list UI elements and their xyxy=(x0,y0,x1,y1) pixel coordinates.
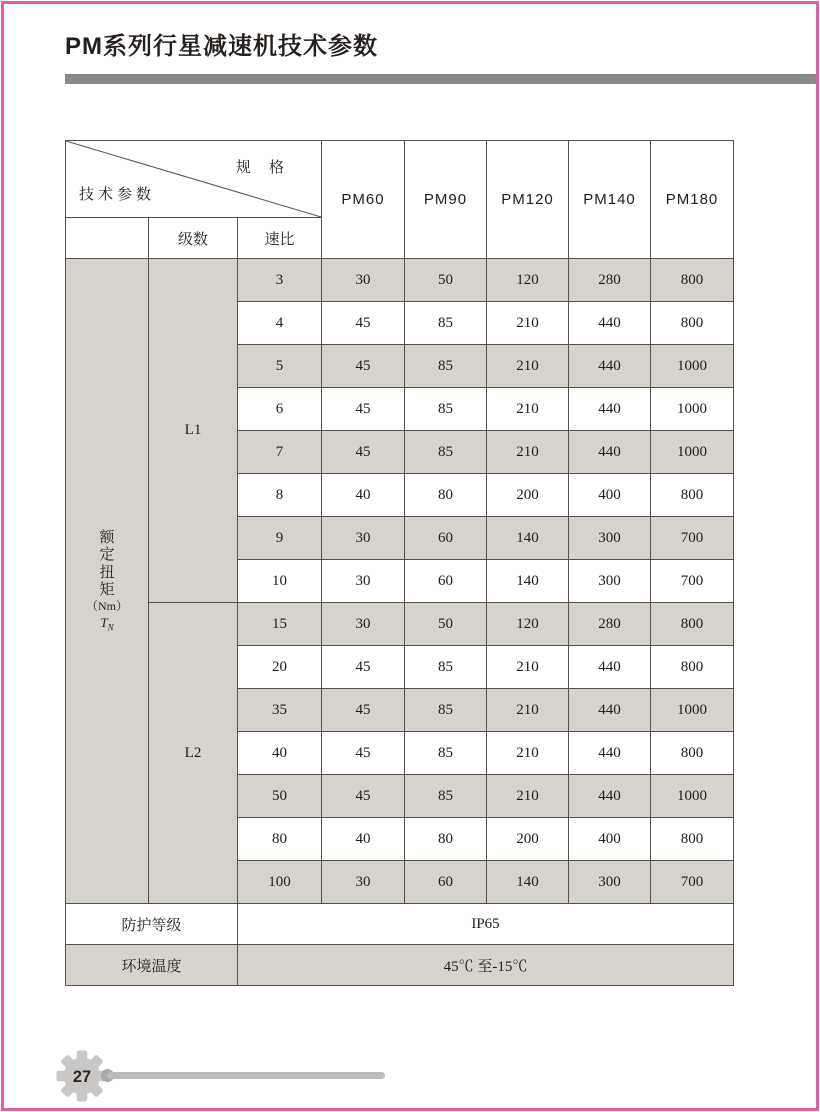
ratio-cell: 35 xyxy=(238,689,322,732)
ratio-cell: 50 xyxy=(238,775,322,818)
torque-symbol: $T_N$ xyxy=(100,614,114,633)
value-cell: 210 xyxy=(487,302,569,345)
value-cell: 800 xyxy=(651,259,734,302)
footer-decorative-line xyxy=(107,1072,385,1079)
value-cell: 60 xyxy=(405,861,487,904)
value-cell: 1000 xyxy=(651,345,734,388)
page-number: 27 xyxy=(72,1067,92,1086)
protection-label: 防护等级 xyxy=(66,904,238,945)
value-cell: 200 xyxy=(487,474,569,517)
value-cell: 45 xyxy=(322,302,405,345)
value-cell: 440 xyxy=(569,646,651,689)
value-cell: 140 xyxy=(487,861,569,904)
ratio-cell: 6 xyxy=(238,388,322,431)
value-cell: 300 xyxy=(569,560,651,603)
protection-row xyxy=(66,904,734,945)
value-cell: 700 xyxy=(651,560,734,603)
column-header-pm180: PM180 xyxy=(651,141,734,259)
column-header-pm120: PM120 xyxy=(487,141,569,259)
value-cell: 210 xyxy=(487,689,569,732)
ambient-temp-value: 45℃ 至-15℃ xyxy=(238,945,734,986)
column-header-pm140: PM140 xyxy=(569,141,651,259)
subheader-ratio-label: 速比 xyxy=(238,218,322,259)
value-cell: 80 xyxy=(405,474,487,517)
value-cell: 210 xyxy=(487,732,569,775)
diagonal-line xyxy=(66,141,321,217)
protection-value: IP65 xyxy=(238,904,734,945)
ratio-cell: 80 xyxy=(238,818,322,861)
stage-l2-cell: L2 xyxy=(149,603,238,904)
value-cell: 400 xyxy=(569,474,651,517)
value-cell: 45 xyxy=(322,689,405,732)
value-cell: 45 xyxy=(322,345,405,388)
ratio-cell: 3 xyxy=(238,259,322,302)
value-cell: 30 xyxy=(322,517,405,560)
ambient-temp-label: 环境温度 xyxy=(66,945,238,986)
value-cell: 1000 xyxy=(651,689,734,732)
column-header-pm90: PM90 xyxy=(405,141,487,259)
value-cell: 300 xyxy=(569,517,651,560)
page-title: PM系列行星减速机技术参数 xyxy=(65,33,378,60)
value-cell: 300 xyxy=(569,861,651,904)
ratio-cell: 7 xyxy=(238,431,322,474)
value-cell: 85 xyxy=(405,775,487,818)
value-cell: 50 xyxy=(405,603,487,646)
value-cell: 210 xyxy=(487,775,569,818)
value-cell: 800 xyxy=(651,646,734,689)
value-cell: 30 xyxy=(322,603,405,646)
value-cell: 85 xyxy=(405,345,487,388)
ratio-cell: 8 xyxy=(238,474,322,517)
value-cell: 45 xyxy=(322,646,405,689)
column-header-pm60: PM60 xyxy=(322,141,405,259)
value-cell: 60 xyxy=(405,517,487,560)
value-cell: 800 xyxy=(651,818,734,861)
value-cell: 120 xyxy=(487,259,569,302)
value-cell: 210 xyxy=(487,646,569,689)
value-cell: 85 xyxy=(405,646,487,689)
value-cell: 60 xyxy=(405,560,487,603)
value-cell: 280 xyxy=(569,603,651,646)
header-row-1 xyxy=(66,141,734,218)
value-cell: 700 xyxy=(651,861,734,904)
ratio-cell: 15 xyxy=(238,603,322,646)
value-cell: 1000 xyxy=(651,388,734,431)
header-spec-label: 规 格 xyxy=(235,159,291,176)
diagonal-header-cell xyxy=(66,141,322,218)
torque-row-label xyxy=(66,259,149,904)
subheader-empty-cell xyxy=(66,218,149,259)
ratio-cell: 9 xyxy=(238,517,322,560)
value-cell: 45 xyxy=(322,431,405,474)
spec-table xyxy=(65,140,734,986)
value-cell: 440 xyxy=(569,345,651,388)
value-cell: 800 xyxy=(651,302,734,345)
value-cell: 400 xyxy=(569,818,651,861)
ratio-cell: 100 xyxy=(238,861,322,904)
value-cell: 440 xyxy=(569,732,651,775)
torque-label-text: 额 定 扭 矩 （Nm） $T_N$ xyxy=(85,529,128,633)
value-cell: 800 xyxy=(651,732,734,775)
value-cell: 800 xyxy=(651,603,734,646)
value-cell: 80 xyxy=(405,818,487,861)
value-cell: 440 xyxy=(569,431,651,474)
value-cell: 1000 xyxy=(651,431,734,474)
value-cell: 440 xyxy=(569,388,651,431)
value-cell: 200 xyxy=(487,818,569,861)
ratio-cell: 4 xyxy=(238,302,322,345)
value-cell: 30 xyxy=(322,560,405,603)
table-row xyxy=(66,603,734,646)
header-tech-params-label: 技术参数 xyxy=(79,186,156,203)
value-cell: 1000 xyxy=(651,775,734,818)
stage-l1-cell: L1 xyxy=(149,259,238,603)
value-cell: 45 xyxy=(322,388,405,431)
value-cell: 40 xyxy=(322,818,405,861)
value-cell: 440 xyxy=(569,775,651,818)
value-cell: 800 xyxy=(651,474,734,517)
value-cell: 45 xyxy=(322,775,405,818)
title-underline-bar xyxy=(65,74,816,84)
torque-unit: （Nm） xyxy=(85,599,128,614)
value-cell: 45 xyxy=(322,732,405,775)
value-cell: 140 xyxy=(487,517,569,560)
value-cell: 85 xyxy=(405,689,487,732)
value-cell: 30 xyxy=(322,861,405,904)
value-cell: 440 xyxy=(569,302,651,345)
ratio-cell: 5 xyxy=(238,345,322,388)
value-cell: 50 xyxy=(405,259,487,302)
value-cell: 85 xyxy=(405,302,487,345)
ambient-temp-row xyxy=(66,945,734,986)
value-cell: 700 xyxy=(651,517,734,560)
value-cell: 210 xyxy=(487,345,569,388)
value-cell: 30 xyxy=(322,259,405,302)
value-cell: 40 xyxy=(322,474,405,517)
value-cell: 210 xyxy=(487,388,569,431)
subheader-stage-label: 级数 xyxy=(149,218,238,259)
ratio-cell: 10 xyxy=(238,560,322,603)
table-row xyxy=(66,259,734,302)
value-cell: 280 xyxy=(569,259,651,302)
value-cell: 85 xyxy=(405,388,487,431)
value-cell: 440 xyxy=(569,689,651,732)
value-cell: 210 xyxy=(487,431,569,474)
ratio-cell: 20 xyxy=(238,646,322,689)
value-cell: 120 xyxy=(487,603,569,646)
value-cell: 85 xyxy=(405,431,487,474)
value-cell: 85 xyxy=(405,732,487,775)
ratio-cell: 40 xyxy=(238,732,322,775)
value-cell: 140 xyxy=(487,560,569,603)
